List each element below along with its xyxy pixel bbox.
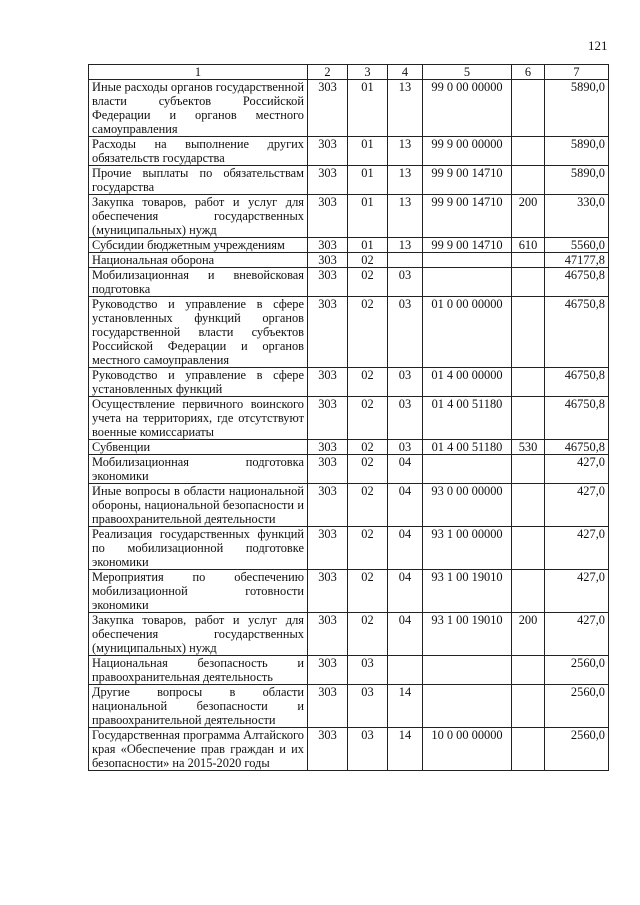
amount: 46750,8 [545, 297, 609, 368]
target-article-code: 01 4 00 51180 [423, 397, 512, 440]
target-article-code: 93 1 00 19010 [423, 613, 512, 656]
amount: 427,0 [545, 527, 609, 570]
expense-item-name: Иные вопросы в области национальной обороны, национальной безопасности и правоохранительной деятельности [89, 484, 308, 527]
column-header: 5 [423, 65, 512, 80]
expense-item-name: Реализация государственных функций по мобилизационной подготовке экономики [89, 527, 308, 570]
amount: 46750,8 [545, 368, 609, 397]
target-article-code [423, 656, 512, 685]
amount: 2560,0 [545, 685, 609, 728]
subsection-code [388, 656, 423, 685]
section-code: 02 [348, 570, 388, 613]
section-code: 02 [348, 613, 388, 656]
table-row [89, 484, 609, 527]
expense-type-code [512, 166, 545, 195]
expense-item-name: Национальная безопасность и правоохранительная деятельность [89, 656, 308, 685]
column-header: 3 [348, 65, 388, 80]
amount: 427,0 [545, 570, 609, 613]
table-row [89, 80, 609, 137]
table-row [89, 728, 609, 771]
column-header: 4 [388, 65, 423, 80]
table-row [89, 368, 609, 397]
expense-type-code [512, 253, 545, 268]
admin-code: 303 [308, 613, 348, 656]
table-row [89, 570, 609, 613]
target-article-code: 93 1 00 19010 [423, 570, 512, 613]
expense-item-name: Руководство и управление в сфере установленных функций [89, 368, 308, 397]
budget-table [88, 64, 609, 771]
table-row [89, 656, 609, 685]
expense-type-code [512, 570, 545, 613]
table-row [89, 440, 609, 455]
amount: 46750,8 [545, 268, 609, 297]
admin-code: 303 [308, 80, 348, 137]
target-article-code: 99 9 00 00000 [423, 137, 512, 166]
target-article-code: 93 1 00 00000 [423, 527, 512, 570]
table-row [89, 238, 609, 253]
target-article-code: 01 4 00 00000 [423, 368, 512, 397]
section-code: 02 [348, 484, 388, 527]
amount: 427,0 [545, 484, 609, 527]
table-row [89, 195, 609, 238]
table-row [89, 137, 609, 166]
section-code: 02 [348, 397, 388, 440]
expense-item-name: Руководство и управление в сфере установленных функций органов государственной власти субъектов Российской Федерации и органов местного самоуправления [89, 297, 308, 368]
admin-code: 303 [308, 268, 348, 297]
expense-item-name: Прочие выплаты по обязательствам государства [89, 166, 308, 195]
section-code: 02 [348, 440, 388, 455]
section-code: 02 [348, 527, 388, 570]
subsection-code: 13 [388, 137, 423, 166]
amount: 5560,0 [545, 238, 609, 253]
target-article-code [423, 455, 512, 484]
expense-type-code [512, 728, 545, 771]
column-header: 6 [512, 65, 545, 80]
admin-code: 303 [308, 166, 348, 195]
subsection-code: 03 [388, 397, 423, 440]
expense-item-name: Национальная оборона [89, 253, 308, 268]
admin-code: 303 [308, 728, 348, 771]
expense-item-name: Другие вопросы в области национальной безопасности и правоохранительной деятельности [89, 685, 308, 728]
expense-type-code: 530 [512, 440, 545, 455]
table-row [89, 685, 609, 728]
amount: 2560,0 [545, 728, 609, 771]
expense-type-code [512, 80, 545, 137]
expense-item-name: Закупка товаров, работ и услуг для обеспечения государственных (муниципальных) нужд [89, 195, 308, 238]
subsection-code: 03 [388, 368, 423, 397]
expense-item-name: Субсидии бюджетным учреждениям [89, 238, 308, 253]
column-header: 2 [308, 65, 348, 80]
expense-type-code [512, 137, 545, 166]
admin-code: 303 [308, 656, 348, 685]
expense-type-code: 610 [512, 238, 545, 253]
subsection-code: 13 [388, 166, 423, 195]
section-code: 03 [348, 728, 388, 771]
expense-type-code [512, 268, 545, 297]
expense-type-code [512, 397, 545, 440]
expense-item-name: Государственная программа Алтайского края «Обеспечение прав граждан и их безопасности» на 2015-2020 годы [89, 728, 308, 771]
section-code: 03 [348, 685, 388, 728]
section-code: 02 [348, 455, 388, 484]
subsection-code: 03 [388, 268, 423, 297]
section-code: 01 [348, 238, 388, 253]
subsection-code: 14 [388, 728, 423, 771]
table-row [89, 527, 609, 570]
table-header-row [89, 65, 609, 80]
target-article-code: 99 0 00 00000 [423, 80, 512, 137]
expense-item-name: Расходы на выполнение других обязательств государства [89, 137, 308, 166]
section-code: 01 [348, 80, 388, 137]
section-code: 02 [348, 253, 388, 268]
admin-code: 303 [308, 570, 348, 613]
amount: 427,0 [545, 455, 609, 484]
expense-type-code [512, 484, 545, 527]
table-row [89, 397, 609, 440]
subsection-code [388, 253, 423, 268]
amount: 427,0 [545, 613, 609, 656]
column-header: 7 [545, 65, 609, 80]
subsection-code: 13 [388, 80, 423, 137]
amount: 47177,8 [545, 253, 609, 268]
admin-code: 303 [308, 253, 348, 268]
expense-type-code [512, 297, 545, 368]
admin-code: 303 [308, 195, 348, 238]
section-code: 02 [348, 297, 388, 368]
section-code: 02 [348, 268, 388, 297]
expense-type-code [512, 368, 545, 397]
page-number: 121 [588, 38, 608, 53]
table-row [89, 455, 609, 484]
admin-code: 303 [308, 137, 348, 166]
expense-item-name: Иные расходы органов государственной власти субъектов Российской Федерации и органов местного самоуправления [89, 80, 308, 137]
table-row [89, 297, 609, 368]
subsection-code: 04 [388, 613, 423, 656]
target-article-code: 99 9 00 14710 [423, 166, 512, 195]
amount: 46750,8 [545, 397, 609, 440]
target-article-code: 99 9 00 14710 [423, 238, 512, 253]
admin-code: 303 [308, 685, 348, 728]
admin-code: 303 [308, 368, 348, 397]
expense-type-code: 200 [512, 613, 545, 656]
expense-type-code [512, 527, 545, 570]
expense-type-code [512, 656, 545, 685]
section-code: 03 [348, 656, 388, 685]
amount: 46750,8 [545, 440, 609, 455]
amount: 5890,0 [545, 166, 609, 195]
subsection-code: 13 [388, 195, 423, 238]
expense-item-name: Мероприятия по обеспечению мобилизационной готовности экономики [89, 570, 308, 613]
subsection-code: 03 [388, 297, 423, 368]
target-article-code: 10 0 00 00000 [423, 728, 512, 771]
target-article-code: 93 0 00 00000 [423, 484, 512, 527]
subsection-code: 13 [388, 238, 423, 253]
subsection-code: 03 [388, 440, 423, 455]
amount: 5890,0 [545, 137, 609, 166]
subsection-code: 04 [388, 455, 423, 484]
table-row [89, 253, 609, 268]
target-article-code [423, 253, 512, 268]
section-code: 01 [348, 166, 388, 195]
admin-code: 303 [308, 455, 348, 484]
expense-item-name: Субвенции [89, 440, 308, 455]
expense-type-code [512, 685, 545, 728]
admin-code: 303 [308, 527, 348, 570]
expense-item-name: Закупка товаров, работ и услуг для обеспечения государственных (муниципальных) нужд [89, 613, 308, 656]
table-row [89, 613, 609, 656]
table-row [89, 268, 609, 297]
admin-code: 303 [308, 297, 348, 368]
target-article-code: 01 0 00 00000 [423, 297, 512, 368]
expense-item-name: Мобилизационная и вневойсковая подготовка [89, 268, 308, 297]
admin-code: 303 [308, 238, 348, 253]
admin-code: 303 [308, 397, 348, 440]
target-article-code [423, 268, 512, 297]
section-code: 01 [348, 137, 388, 166]
target-article-code: 99 9 00 14710 [423, 195, 512, 238]
expense-item-name: Осуществление первичного воинского учета на территориях, где отсутствуют военные комиссариаты [89, 397, 308, 440]
subsection-code: 04 [388, 527, 423, 570]
target-article-code: 01 4 00 51180 [423, 440, 512, 455]
amount: 5890,0 [545, 80, 609, 137]
subsection-code: 14 [388, 685, 423, 728]
expense-type-code: 200 [512, 195, 545, 238]
admin-code: 303 [308, 440, 348, 455]
table-row [89, 166, 609, 195]
amount: 2560,0 [545, 656, 609, 685]
subsection-code: 04 [388, 484, 423, 527]
admin-code: 303 [308, 484, 348, 527]
subsection-code: 04 [388, 570, 423, 613]
amount: 330,0 [545, 195, 609, 238]
column-header: 1 [89, 65, 308, 80]
section-code: 02 [348, 368, 388, 397]
expense-type-code [512, 455, 545, 484]
section-code: 01 [348, 195, 388, 238]
expense-item-name: Мобилизационная подготовка экономики [89, 455, 308, 484]
target-article-code [423, 685, 512, 728]
